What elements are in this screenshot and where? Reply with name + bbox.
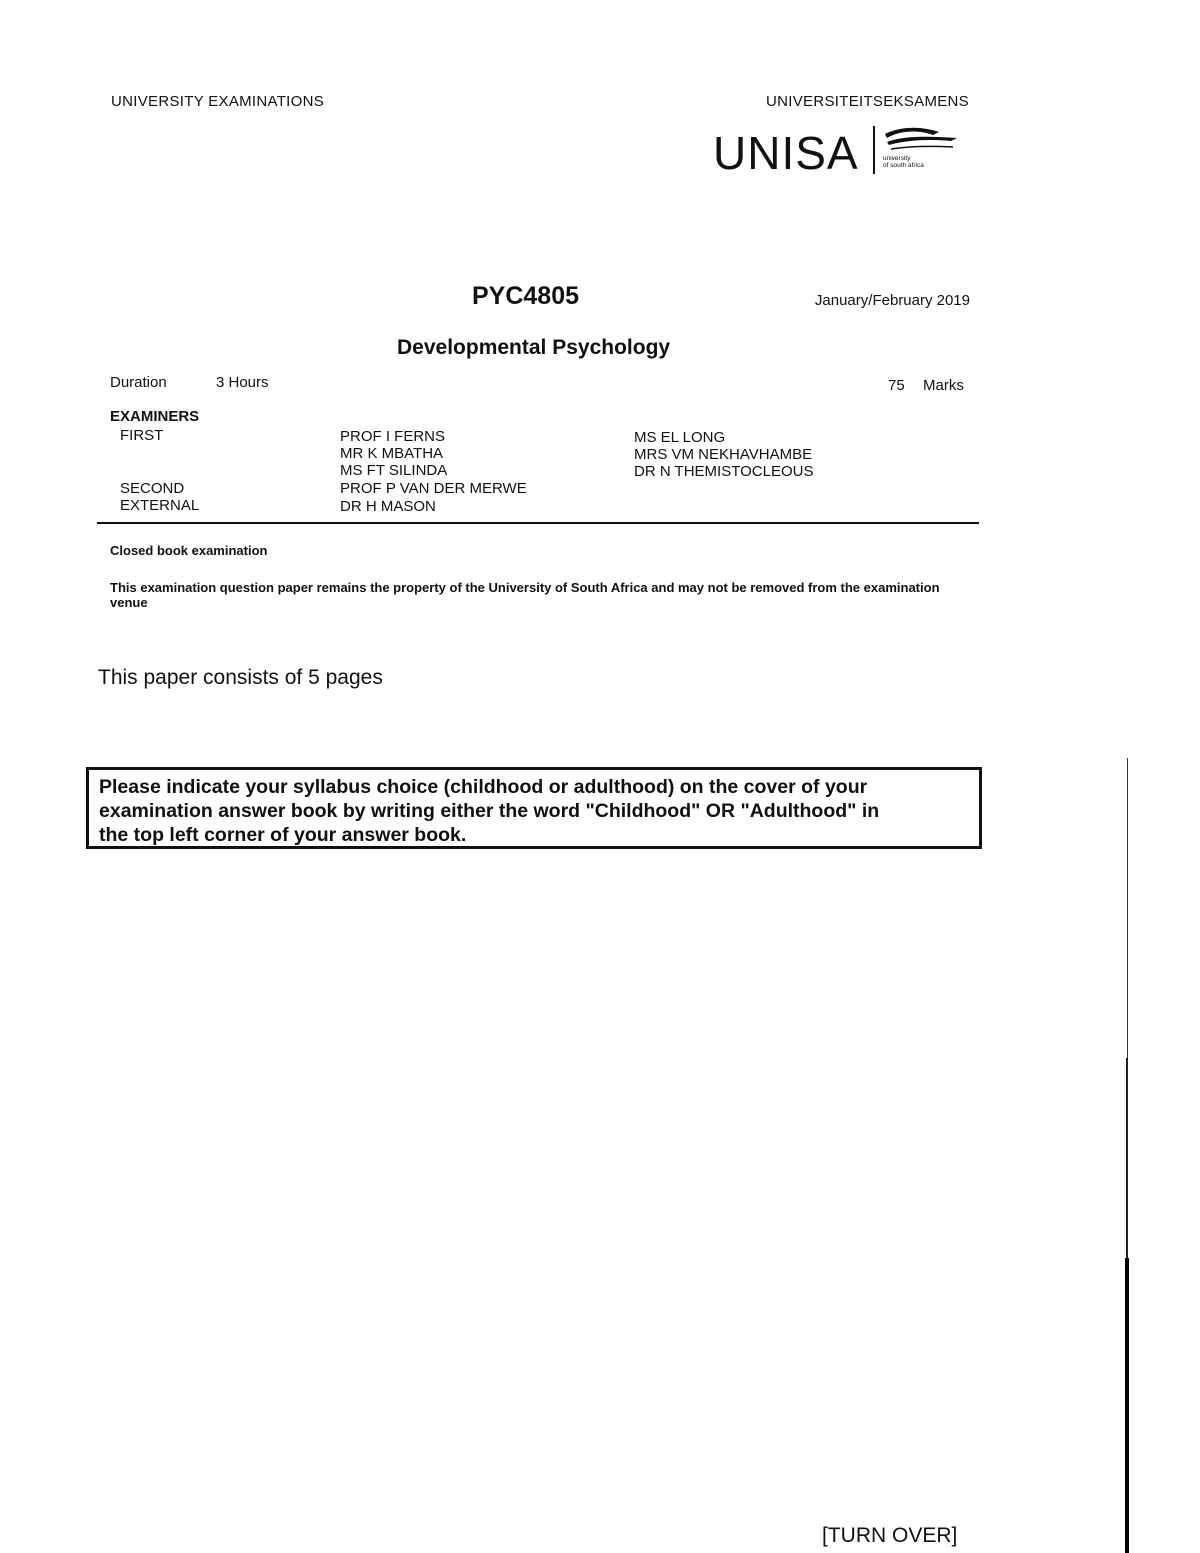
header-left: UNIVERSITY EXAMINATIONS [111,93,325,110]
unisa-logo [713,122,973,182]
logo-tagline-line1: university [883,155,911,162]
page-count-note: This paper consists of 5 pages [98,666,383,689]
scan-edge-line [1126,1058,1128,1258]
first-examiner-5: MRS VM NEKHAVHAMBE [634,446,813,463]
marks-value: 75 [888,377,905,394]
course-code: PYC4805 [472,282,580,310]
exam-date: January/February 2019 [814,292,970,309]
first-examiner-2: MR K MBATHA [340,445,444,462]
notice-line-3: the top left corner of your answer book. [99,824,467,846]
first-examiner-3: MS FT SILINDA [340,462,448,479]
second-examiner-label: SECOND [120,480,185,497]
scan-edge-line [1125,1258,1129,1553]
first-examiner-6: DR N THEMISTOCLEOUS [634,463,814,480]
first-examiners-label: FIRST [120,427,164,444]
course-title: Developmental Psychology [397,336,671,359]
second-examiner: PROF P VAN DER MERWE [340,480,527,497]
logo-divider [873,126,875,174]
turn-over-label: [TURN OVER] [822,1524,958,1547]
logo-wordmark: UNISA [713,127,859,179]
duration-value: 3 Hours [216,374,269,391]
external-examiner: DR H MASON [340,498,436,515]
closed-book-note: Closed book examination [110,543,268,558]
header-divider [97,522,979,524]
notice-line-2: examination answer book by writing either the word "Childhood" OR "Adulthood" in [99,800,880,822]
syllabus-notice-box [86,767,982,849]
first-examiner-1: PROF I FERNS [340,428,446,445]
marks-label: Marks [923,377,964,394]
scan-edge-line [1127,758,1128,1058]
notice-line-1: Please indicate your syllabus choice (childhood or adulthood) on the cover of your [99,776,868,798]
examiners-heading: EXAMINERS [110,408,200,425]
first-examiner-4: MS EL LONG [634,429,726,446]
duration-label: Duration [110,374,167,391]
external-examiner-label: EXTERNAL [120,497,200,514]
logo-tagline-line2: of south africa [883,162,924,169]
logo-swoosh-icon [881,124,961,154]
property-note: This examination question paper remains the property of the University of South Africa and may not be removed from the examination venue [110,580,940,610]
logo-tagline [883,155,953,169]
header-right: UNIVERSITEITSEKSAMENS [765,93,969,110]
